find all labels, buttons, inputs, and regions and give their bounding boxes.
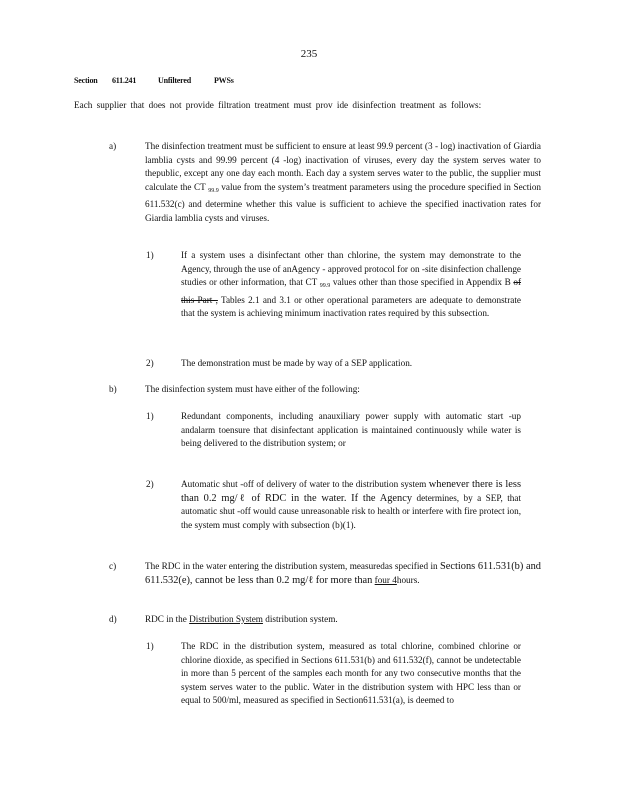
struck-text: of this Part , [181,277,522,305]
item-b-text: The disinfection system must have either of the following: [145,384,360,394]
item-a2-label: 2) [146,358,154,368]
item-b2-label: 2) [146,479,154,489]
item-b2-text: Automatic shut -off of delivery of water to the distribution system whenever there is less than 0.2 mg/ℓ of RDC in the water. If the Agency determines, by a SEP, that automatic shut -off would cause unreasonable risk to health or interfere with fire protect ion, the system must comply with subsection (b)(1). [181,479,521,530]
underlined-text: four 4 [374,574,397,585]
heading-title: Unfiltered [158,76,191,85]
item-c-text: The RDC in the water entering the distribution system, measuredas specified in Sections 611.531(b) and 611.532(e), cannot be less than 0.2 mg/ℓ for more than four 4hours. [145,561,542,586]
item-a1-text: If a system uses a disinfectant other than chlorine, the system may demonstrate to the Agency, through the use of anAgency - approved protocol for on -site disinfection challenge studies or other information, that CT $_{99.9}$ values other than those specified in Appendix B of this Part , Tables 2.1 and 3.1 or other operational parameters are adequate to demonstrate that the system is achieving minimum inactivation rates required by this subsection. [181,250,522,319]
item-d-label: d) [109,614,117,624]
underlined-text: Distribution System [189,614,263,624]
item-d1-text: The RDC in the distribution system, measured as total chlorine, combined chlorine or chlorine dioxide, as specified in Sections 611.531(b) and 611.532(f), cannot be undetectable in more than 5 percent of the samples each month for any two consecutive months that the system serves water to the public. Water in the distribution system with HPC less than or equal to 500/ml, measured as specified in Section611.531(a), is deemed to [181,641,521,706]
heading-section-number: 611.241 [112,76,137,85]
ct-subscript: 99.9 [208,187,219,194]
intro-paragraph: Each supplier that does not provide filtration treatment must prov ide disinfection treatment as follows: [74,100,482,110]
heading-subject: PWSs [214,76,234,85]
item-a1-label: 1) [146,250,154,260]
section-heading [74,76,234,85]
item-a-text: The disinfection treatment must be sufficient to ensure at least 99.9 percent (3 - log) inactivation of Giardia lamblia cysts and 99.99 percent (4 -log) inactivation of viruses, every day the system serves water to thepublic, except any one day each month. Each day a system serves water to the public, the supplier must calculate the CT $_{99.9}$ value from the system’s treatment parameters using the procedure specified in Section 611.532(c) and determine whether this value is sufficient to achieve the specified inactivation rates for Giardia lamblia cysts and viruses. [145,141,542,223]
item-a-label: a) [109,141,117,151]
item-d-text: RDC in the Distribution System distribution system. [145,614,338,624]
item-b-label: b) [109,384,117,394]
heading-section-word: Section [74,76,98,85]
item-b1-text: Redundant components, including anauxiliary power supply with automatic start -up andalarm toensure that disinfectant application is maintained continuously while water is being delivered to the distribution system; or [181,411,521,449]
item-c-label: c) [109,561,117,571]
item-d1-label: 1) [146,641,154,651]
item-b1-label: 1) [146,411,154,421]
item-a2-text: The demonstration must be made by way of a SEP application. [181,358,413,368]
ct-subscript: 99.9 [319,283,331,290]
page-number: 235 [300,48,318,60]
